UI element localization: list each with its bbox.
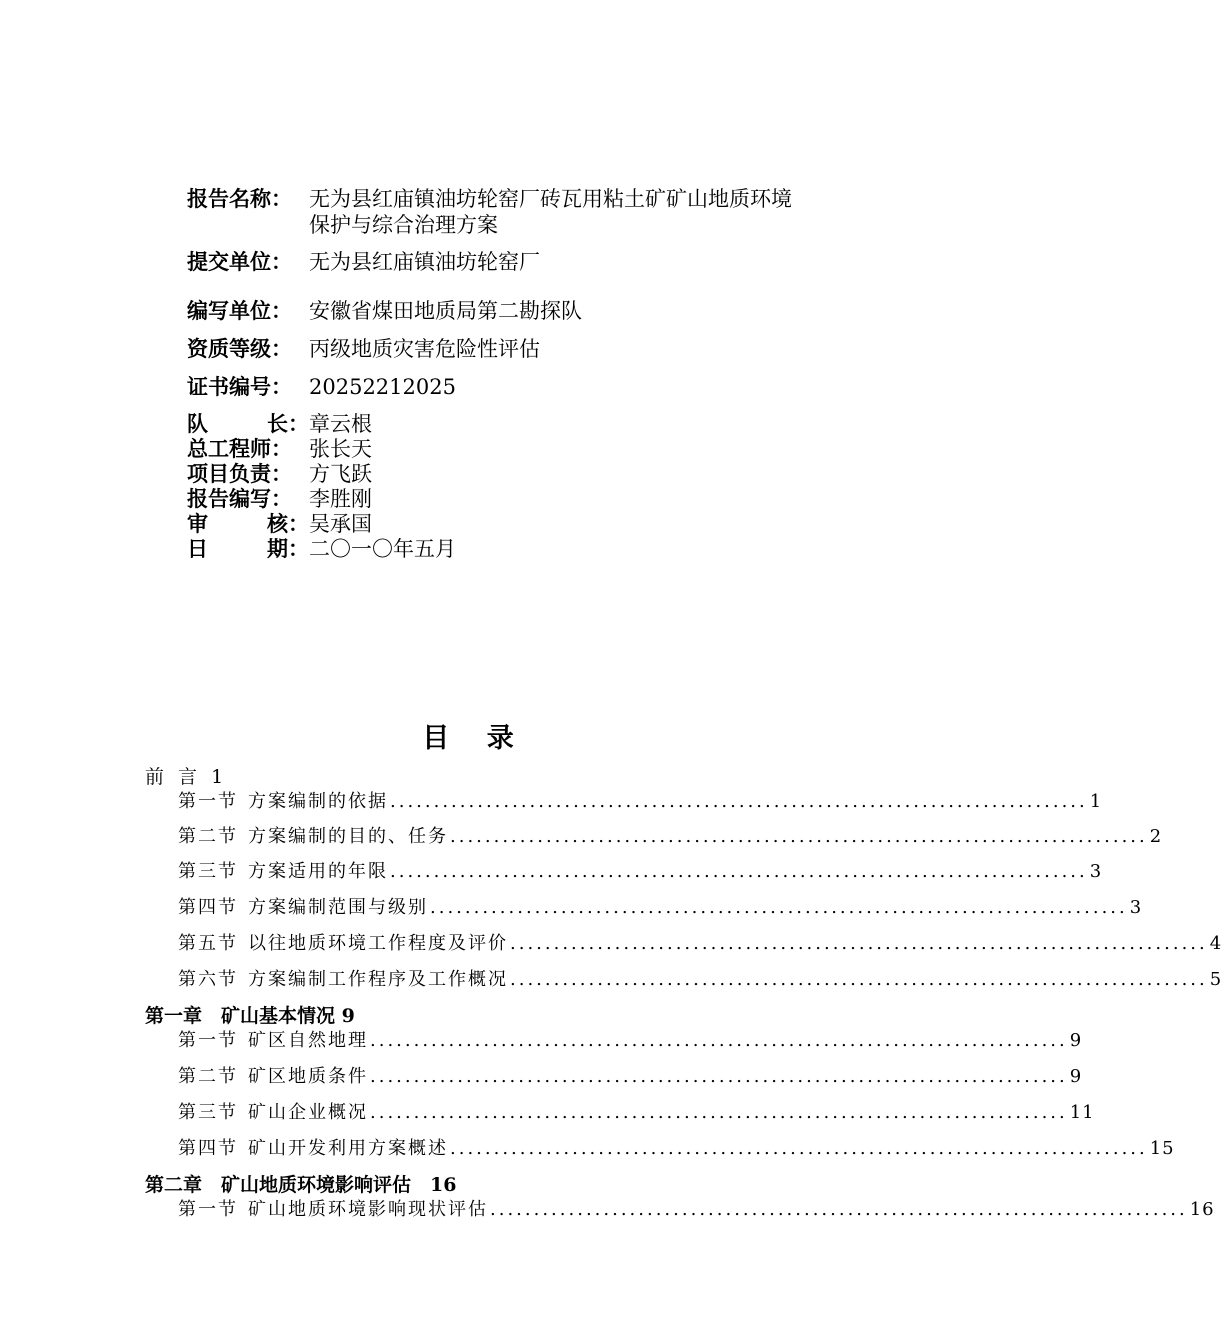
report-writer-value: 李胜刚 <box>309 487 372 511</box>
leader-label-b: 长： <box>267 412 309 436</box>
toc-chapter-1[interactable]: 第一章 矿山基本情况 9 <box>145 1005 355 1027</box>
toc-entry-section: 第一节 <box>178 1030 238 1051</box>
date-label <box>187 536 309 562</box>
toc-entry-section: 第四节 <box>178 897 238 918</box>
report-writer-label: 报告编写： <box>187 487 292 511</box>
leader-label-a: 队 <box>187 412 208 436</box>
toc-entry[interactable] <box>178 822 1163 848</box>
toc-entry-page: 11 <box>1069 1102 1095 1123</box>
report-writer-row <box>187 486 372 512</box>
chief-engineer-label: 总工程师： <box>187 437 292 461</box>
toc-entry-text: 方案编制的目的、任务 <box>248 826 448 847</box>
project-lead-value: 方飞跃 <box>309 462 372 486</box>
toc-entry-text: 矿山企业概况 <box>248 1102 368 1123</box>
review-label <box>187 511 309 537</box>
toc-leader-dots: ................................................................................ <box>390 791 1088 812</box>
leader-value: 章云根 <box>309 412 372 436</box>
toc-entry[interactable] <box>178 893 1143 919</box>
review-label-b: 核： <box>267 512 309 536</box>
toc-entry[interactable] <box>178 1195 1215 1221</box>
toc-entry-text: 方案编制范围与级别 <box>248 897 428 918</box>
submit-unit-label: 提交单位： <box>187 250 292 274</box>
compile-unit-value: 安徽省煤田地质局第二勘探队 <box>309 299 582 323</box>
toc-entry-page: 9 <box>1069 1066 1083 1087</box>
toc-entry-section: 第一节 <box>178 791 238 812</box>
toc-leader-dots: ................................................................................ <box>510 933 1208 954</box>
toc-entry-text: 矿区地质条件 <box>248 1066 368 1087</box>
submit-unit-value: 无为县红庙镇油坊轮窑厂 <box>309 250 540 274</box>
toc-entry-page: 3 <box>1089 861 1103 882</box>
review-value: 吴承国 <box>309 512 372 536</box>
submit-unit-row <box>187 249 540 275</box>
toc-chapter-2[interactable]: 第二章 矿山地质环境影响评估 16 <box>145 1174 457 1196</box>
toc-leader-dots: ................................................................................ <box>430 897 1128 918</box>
toc-entry-section: 第一节 <box>178 1199 238 1220</box>
toc-entry-section: 第二节 <box>178 1066 238 1087</box>
chief-engineer-value: 张长天 <box>309 437 372 461</box>
toc-entry[interactable] <box>178 787 1103 813</box>
toc-entry-text: 方案编制的依据 <box>248 791 388 812</box>
toc-entry[interactable] <box>178 1026 1083 1052</box>
toc-entry-section: 第四节 <box>178 1138 238 1159</box>
toc-entry-text: 方案适用的年限 <box>248 861 388 882</box>
report-name-label: 报告名称： <box>187 187 292 211</box>
toc-leader-dots: ................................................................................ <box>370 1066 1068 1087</box>
qualification-row <box>187 336 540 362</box>
toc-leader-dots: ................................................................................ <box>490 1199 1188 1220</box>
toc-leader-dots: ................................................................................ <box>450 826 1148 847</box>
toc-entry[interactable] <box>178 1134 1175 1160</box>
date-value: 二〇一〇年五月 <box>309 537 456 561</box>
toc-entry-page: 4 <box>1209 933 1222 954</box>
toc-entry-page: 5 <box>1209 969 1222 990</box>
qualification-value: 丙级地质灾害危险性评估 <box>309 337 540 361</box>
compile-unit-row <box>187 298 582 324</box>
report-name-row <box>187 186 809 238</box>
toc-leader-dots: ................................................................................ <box>510 969 1208 990</box>
compile-unit-label: 编写单位： <box>187 299 292 323</box>
toc-entry-page: 2 <box>1149 826 1163 847</box>
report-name-value: 无为县红庙镇油坊轮窑厂砖瓦用粘土矿矿山地质环境保护与综合治理方案 <box>309 187 792 237</box>
toc-entry[interactable] <box>178 857 1103 883</box>
project-lead-label: 项目负责： <box>187 462 292 486</box>
toc-title: 目 录 <box>422 723 528 754</box>
toc-entry-section: 第六节 <box>178 969 238 990</box>
project-lead-row <box>187 461 372 487</box>
toc-leader-dots: ................................................................................ <box>370 1030 1068 1051</box>
review-label-a: 审 <box>187 512 208 536</box>
toc-entry-text: 方案编制工作程序及工作概况 <box>248 969 508 990</box>
toc-entry-page: 1 <box>1089 791 1103 812</box>
date-row <box>187 536 456 562</box>
qualification-label: 资质等级： <box>187 337 292 361</box>
certificate-row <box>187 374 456 400</box>
toc-leader-dots: ................................................................................ <box>370 1102 1068 1123</box>
toc-entry-section: 第三节 <box>178 861 238 882</box>
toc-entry-section: 第三节 <box>178 1102 238 1123</box>
toc-entry-page: 9 <box>1069 1030 1083 1051</box>
toc-entry-page: 16 <box>1189 1199 1215 1220</box>
toc-entry[interactable] <box>178 1062 1083 1088</box>
toc-leader-dots: ................................................................................ <box>390 861 1088 882</box>
toc-entry-text: 以往地质环境工作程度及评价 <box>248 933 508 954</box>
certificate-value: 20252212025 <box>309 375 456 399</box>
toc-entry[interactable] <box>178 929 1222 955</box>
chief-engineer-row <box>187 436 372 462</box>
toc-preface[interactable]: 前 言 1 <box>145 766 228 788</box>
toc-leader-dots: ................................................................................ <box>450 1138 1148 1159</box>
certificate-label: 证书编号： <box>187 375 292 399</box>
date-label-b: 期： <box>267 537 309 561</box>
toc-entry-text: 矿山地质环境影响现状评估 <box>248 1199 488 1220</box>
review-row <box>187 511 372 537</box>
toc-entry[interactable] <box>178 1098 1095 1124</box>
toc-entry-text: 矿山开发利用方案概述 <box>248 1138 448 1159</box>
toc-entry-page: 3 <box>1129 897 1143 918</box>
toc-entry-section: 第二节 <box>178 826 238 847</box>
toc-entry-text: 矿区自然地理 <box>248 1030 368 1051</box>
toc-entry-page: 15 <box>1149 1138 1175 1159</box>
toc-entry[interactable] <box>178 965 1222 991</box>
leader-label <box>187 411 309 437</box>
toc-entry-section: 第五节 <box>178 933 238 954</box>
leader-row <box>187 411 372 437</box>
date-label-a: 日 <box>187 537 208 561</box>
